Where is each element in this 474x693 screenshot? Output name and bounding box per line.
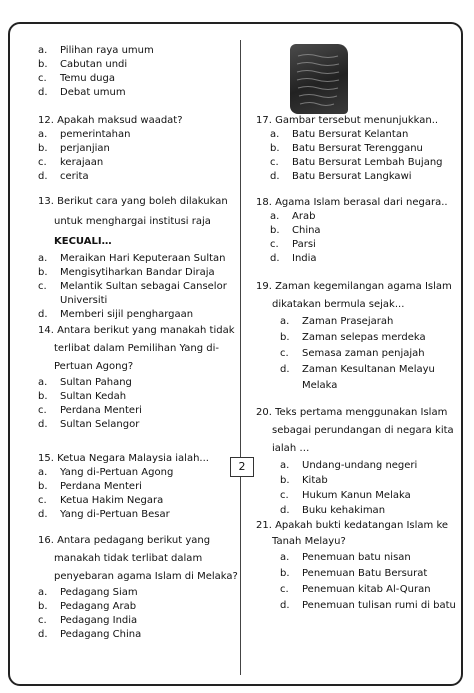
- question-text: 18. Agama Islam berasal dari negara..: [256, 197, 448, 208]
- batu-bersurat-image: [290, 44, 348, 114]
- question-text: sebagai perundangan di negara kita: [272, 425, 454, 436]
- option-text: Penemuan Batu Bersurat: [302, 568, 428, 579]
- answer-option: [280, 566, 456, 582]
- option-text: Zaman Prasejarah: [302, 316, 394, 327]
- option-letter: a.: [38, 377, 48, 388]
- options-group: [256, 210, 448, 266]
- question-text: 19. Zaman kegemilangan agama Islam: [256, 281, 452, 292]
- answer-option: [38, 508, 209, 522]
- option-text: Pedagang Arab: [60, 601, 137, 612]
- option-letter: b.: [280, 568, 290, 579]
- left-column: [38, 44, 154, 100]
- answer-option: [280, 378, 452, 394]
- options-group: [256, 550, 456, 614]
- option-text: Sultan Selangor: [60, 419, 140, 430]
- option-text: Pilihan raya umum: [60, 45, 154, 56]
- answer-option: [280, 550, 456, 566]
- answer-option: [38, 466, 209, 480]
- option-letter: d.: [38, 87, 48, 98]
- question-text: terlibat dalam Pemilihan Yang di-: [54, 343, 219, 354]
- option-text: Temu duga: [60, 73, 115, 84]
- option-text: Zaman Kesultanan Melayu: [302, 364, 435, 375]
- page-number: 2: [230, 457, 254, 477]
- option-letter: b.: [38, 143, 48, 154]
- option-letter: b.: [280, 332, 290, 343]
- option-text: Penemuan batu nisan: [302, 552, 411, 563]
- answer-option: [270, 210, 448, 224]
- option-text: Penemuan tulisan rumi di batu: [302, 600, 456, 611]
- question-12: [38, 114, 183, 184]
- option-letter: d.: [38, 309, 48, 320]
- answer-option: [280, 488, 454, 503]
- answer-option: [38, 480, 209, 494]
- options-group: [256, 128, 443, 184]
- option-letter: d.: [280, 505, 290, 516]
- answer-option: [280, 598, 456, 614]
- option-text: Pedagang China: [60, 629, 142, 640]
- question-text: Pertuan Agong?: [54, 361, 134, 372]
- option-text: Buku kehakiman: [302, 505, 386, 516]
- option-letter: c.: [38, 73, 47, 84]
- option-text: Cabutan undi: [60, 59, 128, 70]
- answer-option: [38, 614, 238, 628]
- option-letter: a.: [38, 587, 48, 598]
- answer-option: [270, 238, 448, 252]
- options-group: [38, 128, 183, 184]
- answer-option: [38, 142, 183, 156]
- question-14: [38, 322, 235, 432]
- option-letter: c.: [280, 348, 289, 359]
- options-group: [38, 252, 228, 322]
- question-text: 13. Berikut cara yang boleh dilakukan: [38, 196, 228, 207]
- answer-option: [280, 473, 454, 488]
- option-letter: c.: [270, 157, 279, 168]
- answer-option: [38, 494, 209, 508]
- question-text: 20. Teks pertama menggunakan Islam: [256, 407, 448, 418]
- option-text: Perdana Menteri: [60, 481, 142, 492]
- question-21: [256, 518, 456, 614]
- option-text: Batu Bersurat Kelantan: [292, 129, 409, 140]
- option-letter: c.: [280, 584, 289, 595]
- question-emphasis: KECUALI…: [54, 236, 112, 247]
- option-letter: d.: [270, 171, 280, 182]
- option-text: Batu Bersurat Langkawi: [292, 171, 412, 182]
- question-text: 21. Apakah bukti kedatangan Islam ke: [256, 520, 449, 531]
- option-text: Sultan Kedah: [60, 391, 127, 402]
- question-text: penyebaran agama Islam di Melaka?: [54, 571, 238, 582]
- answer-option: [38, 404, 235, 418]
- option-text: Semasa zaman penjajah: [302, 348, 425, 359]
- answer-option: [280, 458, 454, 473]
- answer-option: [38, 170, 183, 184]
- answer-option: [270, 128, 443, 142]
- option-letter: a.: [270, 211, 280, 222]
- option-text: India: [292, 253, 317, 264]
- option-text: Yang di-Pertuan Besar: [60, 509, 170, 520]
- options-group: [38, 466, 209, 522]
- option-text: Undang-undang negeri: [302, 460, 418, 471]
- option-text: cerita: [60, 171, 89, 182]
- option-text: Perdana Menteri: [60, 405, 142, 416]
- option-text: China: [292, 225, 321, 236]
- answer-option: [280, 362, 452, 378]
- option-text: Mengisytiharkan Bandar Diraja: [60, 267, 215, 278]
- question-text: manakah tidak terlibat dalam: [54, 553, 203, 564]
- options-group: [38, 376, 235, 432]
- answer-option: [38, 44, 154, 58]
- option-letter: d.: [38, 629, 48, 640]
- option-letter: d.: [38, 171, 48, 182]
- answer-option: [270, 156, 443, 170]
- option-letter: b.: [280, 475, 290, 486]
- option-text: Zaman selepas merdeka: [302, 332, 426, 343]
- option-text: perjanjian: [60, 143, 110, 154]
- option-letter: d.: [270, 253, 280, 264]
- question-text: 14. Antara berikut yang manakah tidak: [38, 325, 235, 336]
- question-20: [256, 404, 454, 518]
- option-text: Sultan Pahang: [60, 377, 132, 388]
- question-text: 15. Ketua Negara Malaysia ialah...: [38, 453, 209, 464]
- answer-option: [38, 156, 183, 170]
- question-17: [256, 114, 443, 184]
- options-group: [256, 458, 454, 518]
- question-text: dikatakan bermula sejak...: [272, 299, 405, 310]
- option-letter: a.: [38, 45, 48, 56]
- option-text: Batu Bersurat Terengganu: [292, 143, 423, 154]
- option-letter: c.: [38, 615, 47, 626]
- option-text: Meraikan Hari Keputeraan Sultan: [60, 253, 226, 264]
- answer-option: [38, 58, 154, 72]
- answer-option: [280, 346, 452, 362]
- answer-option: [38, 86, 154, 100]
- option-text: Penemuan kitab Al-Quran: [302, 584, 431, 595]
- option-text: Universiti: [60, 295, 108, 306]
- option-letter: b.: [38, 391, 48, 402]
- column-divider: [240, 40, 241, 675]
- question-text: Tanah Melayu?: [272, 536, 346, 547]
- option-text: pemerintahan: [60, 129, 131, 140]
- answer-option: [270, 252, 448, 266]
- answer-option: [270, 224, 448, 238]
- answer-option: [270, 142, 443, 156]
- answer-option: [38, 266, 228, 280]
- answer-option: [38, 376, 235, 390]
- option-letter: d.: [280, 600, 290, 611]
- options-group: [38, 44, 154, 100]
- question-text: 17. Gambar tersebut menunjukkan..: [256, 115, 439, 126]
- option-letter: b.: [38, 601, 48, 612]
- option-text: Pedagang Siam: [60, 587, 138, 598]
- option-text: Melantik Sultan sebagai Canselor: [60, 281, 227, 292]
- answer-option: [38, 628, 238, 642]
- option-text: Yang di-Pertuan Agong: [60, 467, 174, 478]
- answer-option: [38, 294, 228, 308]
- option-letter: c.: [280, 490, 289, 501]
- option-letter: b.: [270, 143, 280, 154]
- option-letter: a.: [38, 467, 48, 478]
- answer-option: [38, 600, 238, 614]
- option-text: Kitab: [302, 475, 328, 486]
- option-text: Ketua Hakim Negara: [60, 495, 164, 506]
- option-letter: a.: [280, 316, 290, 327]
- option-letter: a.: [38, 129, 48, 140]
- question-19: [256, 278, 452, 394]
- option-text: kerajaan: [60, 157, 104, 168]
- option-text: Batu Bersurat Lembah Bujang: [292, 157, 443, 168]
- option-letter: d.: [38, 419, 48, 430]
- question-15: [38, 452, 209, 522]
- option-letter: c.: [38, 405, 47, 416]
- answer-option: [38, 128, 183, 142]
- option-letter: a.: [270, 129, 280, 140]
- inscription-lines-icon: [290, 44, 348, 114]
- option-text: Debat umum: [60, 87, 126, 98]
- option-letter: d.: [38, 509, 48, 520]
- option-letter: a.: [280, 552, 290, 563]
- option-text: Parsi: [292, 239, 316, 250]
- answer-option: [38, 72, 154, 86]
- answer-option: [270, 170, 443, 184]
- options-group: [256, 314, 452, 394]
- option-letter: b.: [38, 267, 48, 278]
- option-letter: a.: [280, 460, 290, 471]
- answer-option: [38, 280, 228, 294]
- question-text: untuk menghargai institusi raja: [54, 216, 211, 227]
- option-letter: a.: [38, 253, 48, 264]
- answer-option: [280, 503, 454, 518]
- option-letter: c.: [270, 239, 279, 250]
- option-text: Melaka: [302, 380, 338, 391]
- question-13: [38, 192, 228, 322]
- option-text: Memberi sijil penghargaan: [60, 309, 194, 320]
- option-letter: d.: [280, 364, 290, 375]
- option-letter: b.: [38, 481, 48, 492]
- options-group: [38, 586, 238, 642]
- answer-option: [38, 252, 228, 266]
- answer-option: [38, 418, 235, 432]
- answer-option: [280, 330, 452, 346]
- question-text: 16. Antara pedagang berikut yang: [38, 535, 211, 546]
- option-letter: b.: [38, 59, 48, 70]
- option-letter: c.: [38, 495, 47, 506]
- answer-option: [280, 582, 456, 598]
- answer-option: [280, 314, 452, 330]
- answer-option: [38, 308, 228, 322]
- answer-option: [38, 586, 238, 600]
- question-text: ialah …: [272, 443, 310, 454]
- option-text: Pedagang India: [60, 615, 138, 626]
- option-text: Arab: [292, 211, 316, 222]
- question-18: [256, 196, 448, 266]
- question-text: 12. Apakah maksud waadat?: [38, 115, 183, 126]
- option-letter: c.: [38, 157, 47, 168]
- question-16: [38, 532, 238, 642]
- option-letter: c.: [38, 281, 47, 292]
- answer-option: [38, 390, 235, 404]
- option-letter: b.: [270, 225, 280, 236]
- option-text: Hukum Kanun Melaka: [302, 490, 411, 501]
